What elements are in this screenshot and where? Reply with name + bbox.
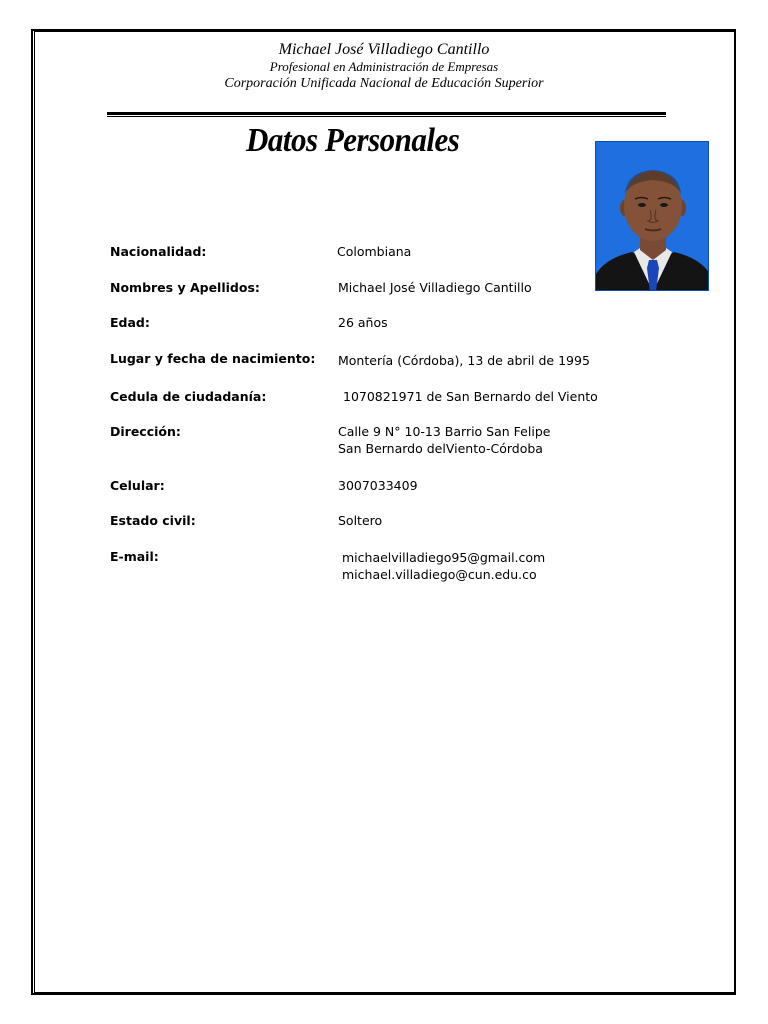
label-nacionalidad: Nacionalidad:	[110, 244, 207, 259]
label-nombres: Nombres y Apellidos:	[110, 280, 260, 295]
label-estado-civil: Estado civil:	[110, 513, 196, 528]
label-celular: Celular:	[110, 478, 165, 493]
label-edad: Edad:	[110, 315, 150, 330]
header-profession: Profesional en Administración de Empresas	[269, 59, 499, 74]
label-direccion: Dirección:	[110, 424, 181, 439]
value-edad: 26 años	[338, 315, 388, 330]
value-estado-civil: Soltero	[338, 513, 383, 528]
value-nacimiento: Montería (Córdoba), 13 de abril de 1995	[338, 353, 590, 368]
label-nacimiento: Lugar y fecha de nacimiento:	[110, 351, 316, 366]
value-direccion-line1: Calle 9 N° 10-13 Barrio San Felipe	[338, 424, 551, 439]
value-email-line1[interactable]: michaelvilladiego95@gmail.com	[342, 550, 546, 565]
value-nombres: Michael José Villadiego Cantillo	[338, 280, 532, 295]
value-direccion-line2: San Bernardo delViento-Córdoba	[338, 441, 543, 456]
label-email: E-mail:	[110, 549, 159, 564]
value-nacionalidad: Colombiana	[337, 244, 412, 259]
header-name: Michael José Villadiego Cantillo	[278, 41, 490, 58]
value-cedula: 1070821971 de San Bernardo del Viento	[343, 389, 598, 404]
header-institution: Corporación Unificada Nacional de Educación Superior	[224, 76, 544, 91]
value-email-line2[interactable]: michael.villadiego@cun.edu.co	[342, 567, 537, 582]
section-title: Datos Personales	[246, 120, 460, 159]
label-cedula: Cedula de ciudadanía:	[110, 389, 267, 404]
value-celular: 3007033409	[338, 478, 418, 493]
